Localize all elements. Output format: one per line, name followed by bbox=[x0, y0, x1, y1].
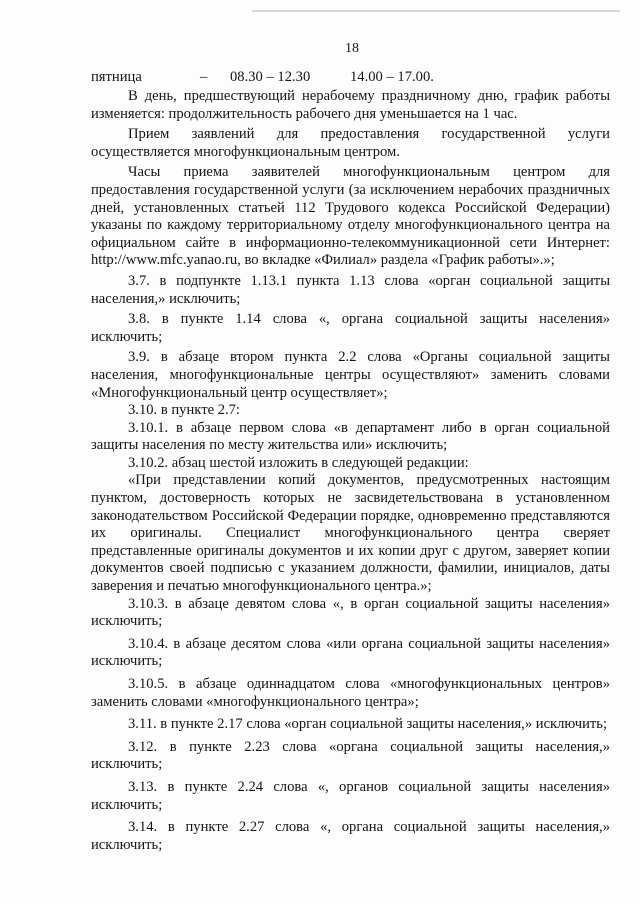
paragraph-3-8: 3.8. в пункте 1.14 слова «, органа социальной защиты населения» исключить; bbox=[91, 311, 610, 345]
paragraph-3-10-5: 3.10.5. в абзаце одиннадцатом слова «многофункциональных центров» заменить словами «многофункционального центра»; bbox=[91, 676, 610, 710]
paragraph-3-13: 3.13. в пункте 2.24 слова «, органов социальной защиты населения» исключить; bbox=[91, 778, 610, 813]
schedule-dash: – bbox=[200, 69, 208, 85]
paragraph-3-7: 3.7. в подпункте 1.13.1 пункта 1.13 слова «орган социальной защиты населения,» исключить; bbox=[91, 272, 610, 307]
paragraph-3-10-4: 3.10.4. в абзаце десятом слова «или органа социальной защиты населения» исключить; bbox=[91, 635, 610, 670]
paragraph-3-14: 3.14. в пункте 2.27 слова «, органа социальной защиты населения,» исключить; bbox=[91, 819, 610, 853]
paragraph-3-10-3: 3.10.3. в абзаце девятом слова «, в орган социальной защиты населения» исключить; bbox=[91, 595, 610, 630]
schedule-time-morning: 08.30 – 12.30 bbox=[230, 69, 311, 85]
page-number: 18 bbox=[345, 41, 359, 56]
paragraph-3-11: 3.11. в пункте 2.17 слова «орган социальной защиты населения,» исключить; bbox=[128, 716, 608, 733]
schedule-row-friday bbox=[91, 69, 611, 87]
paragraph-3-9: 3.9. в абзаце втором пункта 2.2 слова «Органы социальной защиты населения, многофункциональные центры осуществляют» заменить словами «Многофункциональный центр осуществляет»; bbox=[91, 349, 610, 401]
paragraph-holiday-schedule: В день, предшествующий нерабочему праздничному дню, график работы изменяется: продолжительность рабочего дня уменьшается на 1 час. bbox=[91, 88, 610, 122]
paragraph-3-10-1: 3.10.1. в абзаце первом слова «в департамент либо в орган социальной защиты населения по месту жительства или» исключить; bbox=[91, 419, 610, 454]
document-body bbox=[91, 88, 610, 854]
scan-top-edge bbox=[252, 10, 620, 12]
paragraph-3-10-2: 3.10.2. абзац шестой изложить в следующей редакции: bbox=[128, 454, 469, 471]
schedule-day: пятница bbox=[91, 69, 142, 85]
paragraph-3-10: 3.10. в пункте 2.7: bbox=[128, 402, 240, 419]
paragraph-new-wording: «При представлении копий документов, предусмотренных настоящим пунктом, достоверность которых не засвидетельствована в установленном законодательством Российской Федерации порядке, одновременно представляются их оригиналы. Специалист многофункционального центра сверяет представленные оригиналы документов и их копии друг с другом, заверяет копии документов своей подписью с указанием должности, фамилии, инициалов, даты заверения и печатью многофункционального центра.»; bbox=[91, 472, 610, 595]
paragraph-reception-hours: Часы приема заявителей многофункциональным центром для предоставления государственной услуги (за исключением нерабочих праздничных дней, установленных статьей 112 Трудового кодекса Российской Федерации) указаны по каждому территориальному отделу многофункционального центра на официальном сайте в информационно-телекоммуникационной сети Интернет: http://www.mfc.yanao.ru, во вкладке «Филиал» раздела «График работы».»; bbox=[91, 164, 610, 269]
paragraph-3-12: 3.12. в пункте 2.23 слова «органа социальной защиты населения,» исключить; bbox=[91, 738, 610, 773]
paragraph-application-intake: Прием заявлений для предоставления государственной услуги осуществляется многофункциональным центром. bbox=[91, 126, 610, 160]
schedule-time-afternoon: 14.00 – 17.00. bbox=[350, 69, 434, 85]
